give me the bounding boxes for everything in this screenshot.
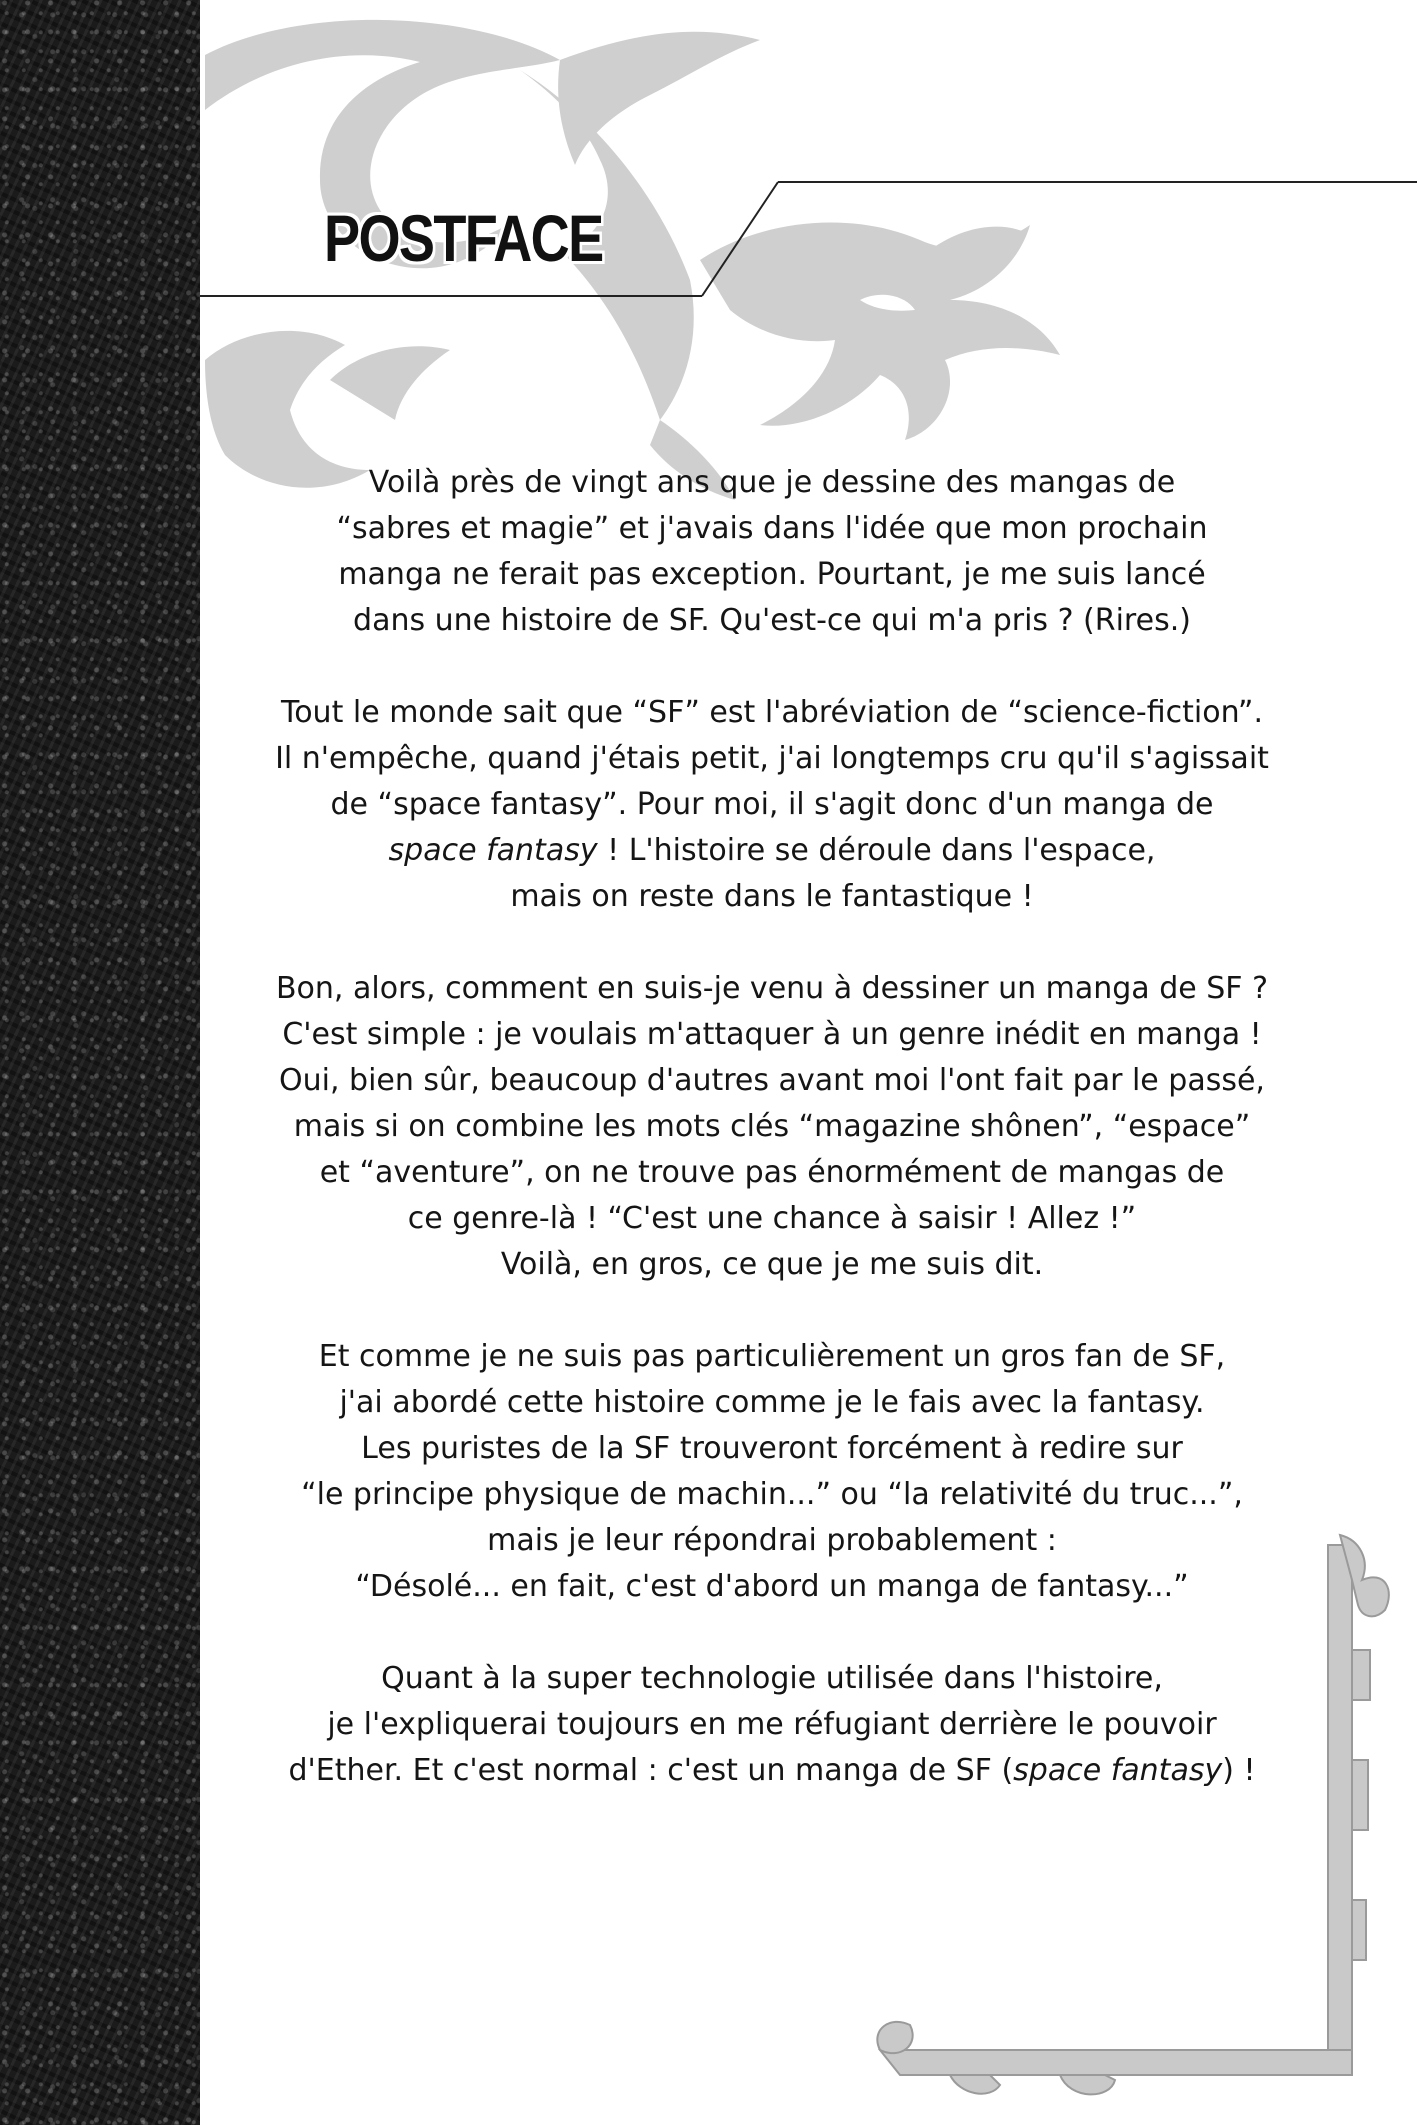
text-line: ce genre-là ! “C'est une chance à saisir ! Allez !” bbox=[407, 1201, 1137, 1236]
text-line bbox=[222, 828, 1322, 874]
text-line: Quant à la super technologie utilisée dans l'histoire, bbox=[381, 1661, 1163, 1696]
text-line: Bon, alors, comment en suis-je venu à dessiner un manga de SF ? bbox=[275, 971, 1269, 1006]
text-line: mais je leur répondrai probablement : bbox=[487, 1523, 1057, 1558]
text-line: Oui, bien sûr, beaucoup d'autres avant moi l'ont fait par le passé, bbox=[279, 1063, 1265, 1098]
text-line: dans une histoire de SF. Qu'est-ce qui m'a pris ? (Rires.) bbox=[353, 603, 1191, 638]
text-line: Voilà près de vingt ans que je dessine des mangas de bbox=[368, 465, 1176, 500]
paragraph-2 bbox=[222, 690, 1322, 920]
text-line: “Désolé... en fait, c'est d'abord un manga de fantasy...” bbox=[355, 1569, 1189, 1604]
paragraph-5 bbox=[222, 1656, 1322, 1794]
text-line: Tout le monde sait que “SF” est l'abréviation de “science-fiction”. bbox=[280, 695, 1264, 730]
paragraph-1 bbox=[222, 460, 1322, 644]
text-line: C'est simple : je voulais m'attaquer à un genre inédit en manga ! bbox=[282, 1017, 1262, 1052]
text-segment: ! L'histoire se déroule dans l'espace, bbox=[597, 833, 1156, 868]
postface-body bbox=[222, 460, 1322, 1840]
text-line: “sabres et magie” et j'avais dans l'idée que mon prochain bbox=[336, 511, 1208, 546]
text-line: et “aventure”, on ne trouve pas énormément de mangas de bbox=[319, 1155, 1225, 1190]
paragraph-3 bbox=[222, 966, 1322, 1288]
text-line: Et comme je ne suis pas particulièrement un gros fan de SF, bbox=[318, 1339, 1226, 1374]
page-title: POSTFACE bbox=[324, 201, 603, 275]
text-line: manga ne ferait pas exception. Pourtant, je me suis lancé bbox=[338, 557, 1206, 592]
text-line: mais si on combine les mots clés “magazine shônen”, “espace” bbox=[293, 1109, 1251, 1144]
text-line: mais on reste dans le fantastique ! bbox=[510, 879, 1034, 914]
text-line: de “space fantasy”. Pour moi, il s'agit donc d'un manga de bbox=[330, 787, 1214, 822]
text-line: “le principe physique de machin...” ou “la relativité du truc...”, bbox=[301, 1477, 1243, 1512]
text-line: je l'expliquerai toujours en me réfugiant derrière le pouvoir bbox=[327, 1707, 1217, 1742]
italic-term: space fantasy bbox=[388, 833, 598, 868]
text-line bbox=[222, 1748, 1322, 1794]
text-line: Les puristes de la SF trouveront forcément à redire sur bbox=[361, 1431, 1183, 1466]
text-line: Il n'empêche, quand j'étais petit, j'ai longtemps cru qu'il s'agissait bbox=[275, 741, 1269, 776]
text-line: j'ai abordé cette histoire comme je le fais avec la fantasy. bbox=[339, 1385, 1205, 1420]
italic-term: space fantasy bbox=[1013, 1753, 1223, 1788]
text-line: Voilà, en gros, ce que je me suis dit. bbox=[500, 1247, 1044, 1282]
text-segment: d'Ether. Et c'est normal : c'est un manga de SF ( bbox=[288, 1753, 1014, 1788]
paragraph-4 bbox=[222, 1334, 1322, 1610]
text-segment: ) ! bbox=[1222, 1753, 1256, 1788]
